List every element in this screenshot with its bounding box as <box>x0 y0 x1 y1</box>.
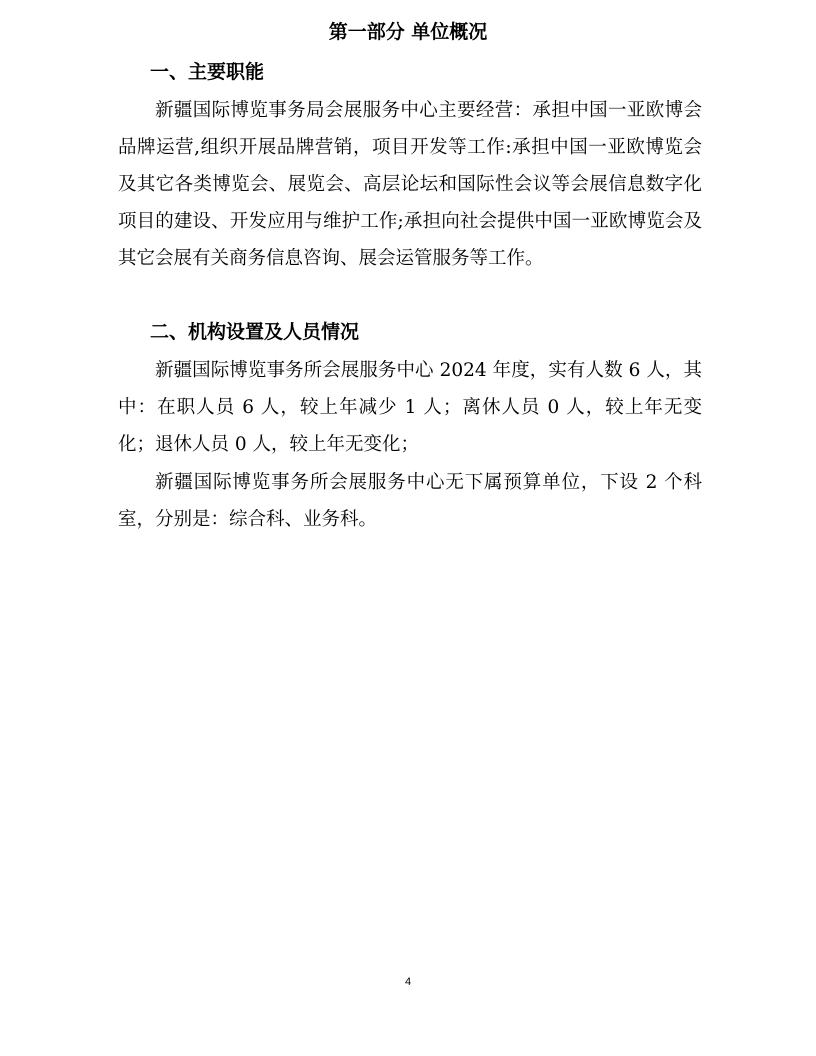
paragraph-departments: 新疆国际博览事务所会展服务中心无下属预算单位，下设 2 个科室，分别是：综合科、业务科。 <box>118 472 702 530</box>
page-title: 第一部分 单位概况 <box>328 21 488 43</box>
paragraph-main-functions: 新疆国际博览事务局会展服务中心主要经营：承担中国一亚欧博会品牌运营,组织开展品牌营销，项目开发等工作:承担中国一亚欧博览会及其它各类博览会、展览会、高层论坛和国际性会议等会展信息数字化项目的建设、开发应用与维护工作;承担向社会提供中国一亚欧博览会及其它会展有关商务信息咨询、展会运管服务等工作。 <box>118 100 702 269</box>
paragraph-staff-info: 新疆国际博览事务所会展服务中心 2024 年度，实有人数 6 人，其中：在职人员 6 人，较上年减少 1 人；离休人员 0 人，较上年无变化；退休人员 0 人，较上年无变化； <box>118 360 702 455</box>
section-heading-main-functions: 一、主要职能 <box>150 61 265 83</box>
page-number: 4 <box>404 976 412 988</box>
section-heading-organization-staff: 二、机构设置及人员情况 <box>150 321 360 343</box>
